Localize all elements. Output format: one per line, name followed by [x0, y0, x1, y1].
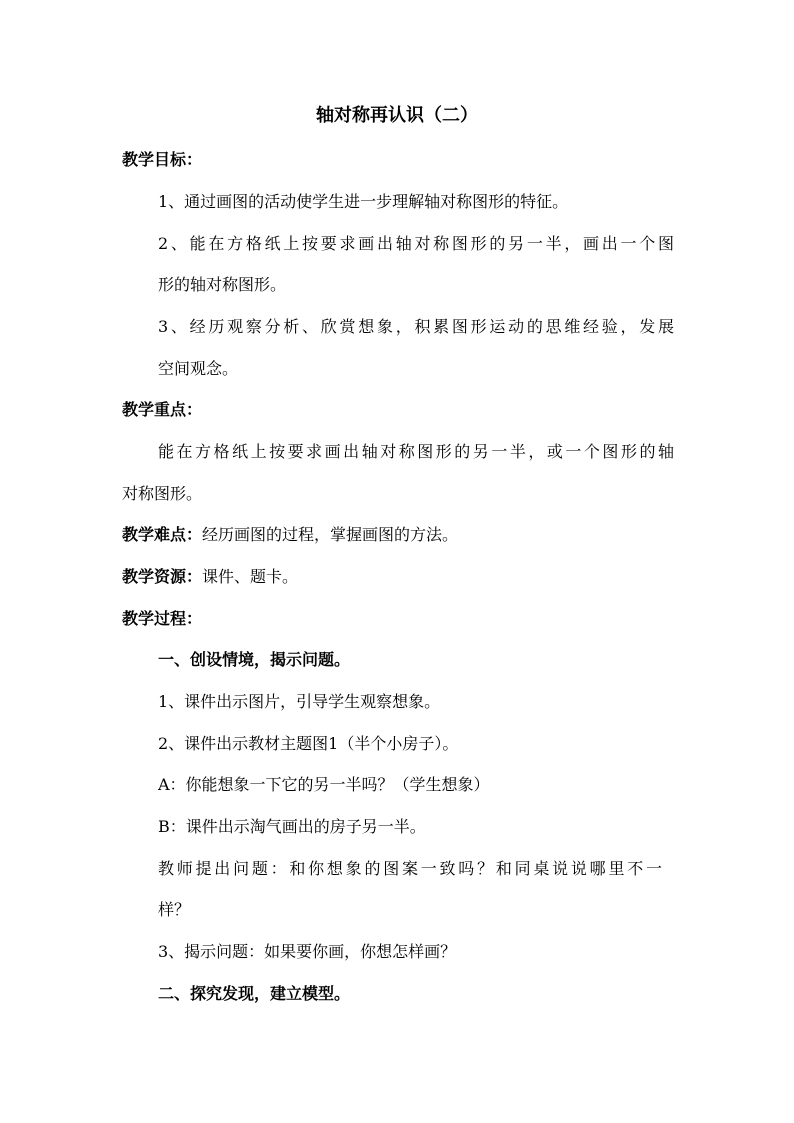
teacher-question-line-2: 样？: [158, 900, 191, 919]
objective-3-line-1: 3、经历观察分析、欣赏想象，积累图形运动的思维经验，发展: [158, 317, 674, 336]
difficulty-row: [122, 525, 458, 545]
objective-2-line-1: 2、能在方格纸上按要求画出轴对称图形的另一半，画出一个图: [158, 234, 674, 253]
step-1: 1、课件出示图片，引导学生观察想象。: [158, 692, 441, 711]
step-2a: A：你能想象一下它的另一半吗？（学生想象）: [158, 775, 490, 794]
resources-row: [122, 567, 298, 587]
difficulty-heading: 教学难点：: [122, 525, 203, 544]
step-2: 2、课件出示教材主题图1（半个小房子）。: [158, 734, 459, 753]
resources-text: 课件、题卡。: [202, 567, 299, 586]
key-points-line-1: 能在方格纸上按要求画出轴对称图形的另一半，或一个图形的轴: [158, 442, 674, 461]
difficulty-text: 经历画图的过程，掌握画图的方法。: [202, 525, 459, 544]
teacher-question-line-1: 教师提出问题：和你想象的图案一致吗？和同桌说说哪里不一: [158, 859, 662, 878]
document-title: 轴对称再认识（二）: [316, 105, 478, 126]
resources-heading: 教学资源：: [122, 567, 203, 586]
section-2-heading: 二、探究发现，建立模型。: [158, 984, 351, 1003]
key-points-line-2: 对称图形。: [122, 484, 203, 503]
objective-1: 1、通过画图的活动使学生进一步理解轴对称图形的特征。: [158, 192, 569, 211]
process-heading: 教学过程：: [122, 609, 203, 628]
objective-3-line-2: 空间观念。: [158, 359, 239, 378]
objective-2-line-2: 形的轴对称图形。: [158, 275, 287, 294]
step-2b: B：课件出示淘气画出的房子另一半。: [158, 817, 426, 836]
objectives-heading: 教学目标：: [122, 150, 203, 169]
step-3: 3、揭示问题：如果要你画，你想怎样画？: [158, 942, 457, 961]
section-1-heading: 一、创设情境，揭示问题。: [158, 650, 351, 669]
key-points-heading: 教学重点：: [122, 400, 203, 419]
